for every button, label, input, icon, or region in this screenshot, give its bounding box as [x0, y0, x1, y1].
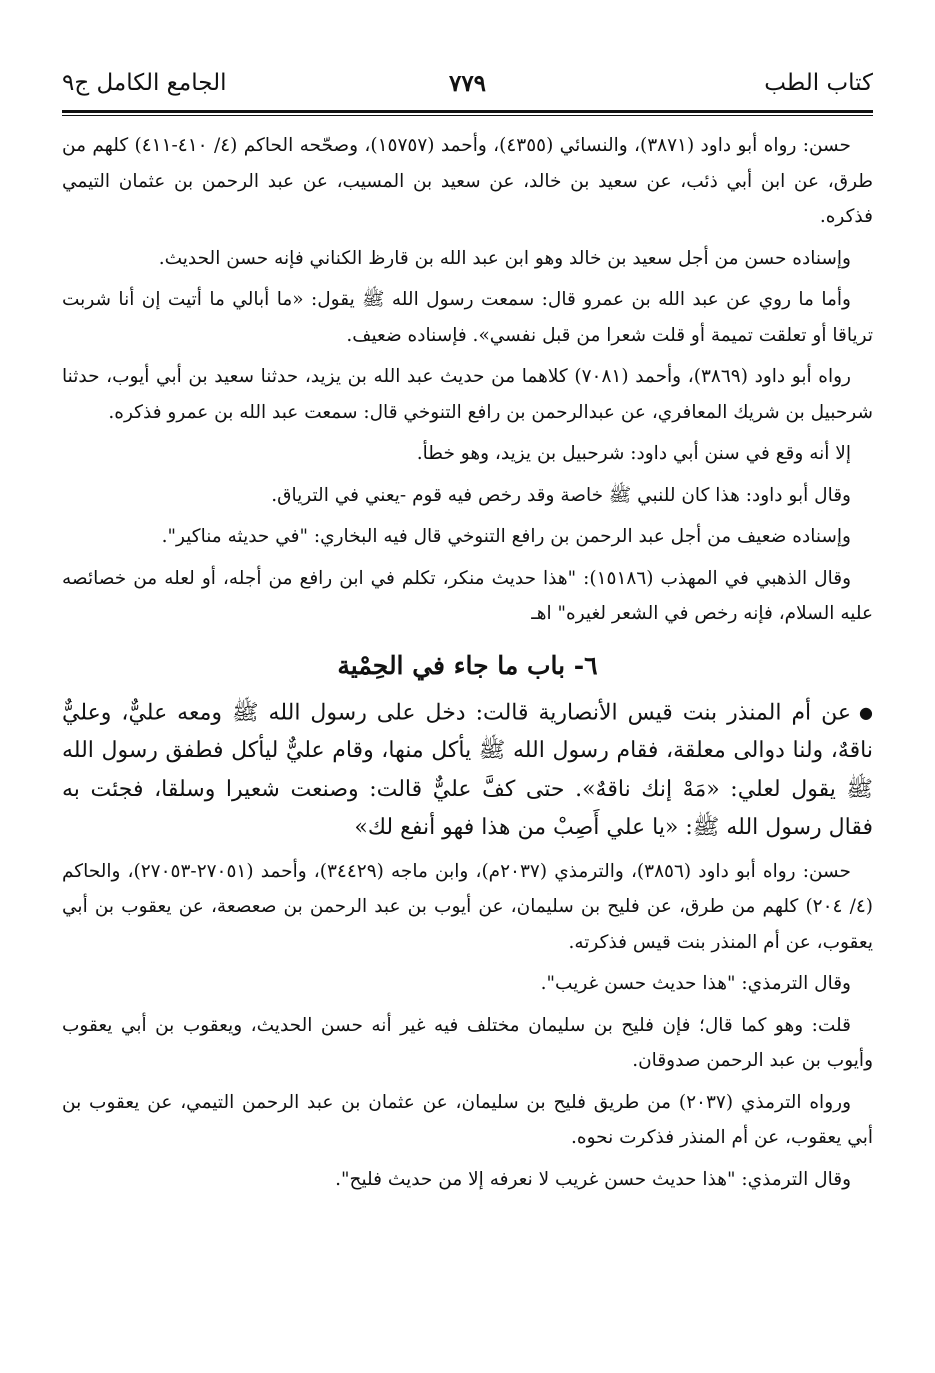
page-number: ٧٧٩: [448, 70, 487, 97]
hadith-body: عن أم المنذر بنت قيس الأنصارية قالت: دخل على رسول الله ﷺ ومعه عليٌّ، وعليٌّ ناقهٌ، ولنا دوالى معلقة، فقام رسول الله ﷺ يأكل منها، وقام عليٌّ ليأكل فطفق رسول الله ﷺ يقول لعلي: «مَهْ إنك ناقهٌ». حتى كفَّ عليٌّ قالت: وصنعت شعيرا وسلقا، فجئت به فقال رسول الله ﷺ: «يا علي أَصِبْ من هذا فهو أنفع لك»: [62, 699, 873, 841]
running-header: [62, 68, 873, 106]
paragraph-abu-dawud: وقال أبو داود: هذا كان للنبي ﷺ خاصة وقد رخص فيه قوم -يعني في الترياق.: [271, 484, 851, 506]
chapter-title: كتاب الطب: [764, 70, 873, 96]
book-title: الجامع الكامل ج٩: [62, 70, 227, 96]
section-heading: ٦- باب ما جاء في الحِمْية: [337, 650, 598, 680]
paragraph-isnad-1: وإسناده حسن من أجل سعيد بن خالد وهو ابن عبد الله بن قارظ الكناني فإنه حسن الحديث.: [158, 247, 851, 269]
hadith-text: [62, 694, 873, 848]
page: [62, 68, 873, 1197]
paragraph-tirmidhi-1: وقال الترمذي: "هذا حديث حسن غريب".: [540, 973, 851, 995]
header-rule-thin: [62, 115, 873, 116]
paragraph-takhrij-2: رواه أبو داود (٣٨٦٩)، وأحمد (٧٠٨١) كلاهما من حديث عبد الله بن يزيد، حدثنا سعيد بن أبي أيوب، حدثنا شرحبيل بن شريك المعافري، عن عبدالرحمن بن رافع التنوخي قال: سمعت عبد الله بن عمرو فذكره.: [62, 366, 873, 423]
paragraph-dhahabi: وقال الذهبي في المهذب (١٥١٨٦): "هذا حديث منكر، تكلم في ابن رافع من أجله، أو لعله من خصائصه عليه السلام، فإنه رخص في الشعر لغيره" اهـ: [62, 567, 873, 624]
paragraph-takhrij-1: حسن: رواه أبو داود (٣٨٧١)، والنسائي (٤٣٥٥)، وأحمد (١٥٧٥٧)، وصحّحه الحاكم (٤/ ٤١٠-٤١١) كلهم من طرق، عن ابن أبي ذئب، عن سعيد بن خالد، عن سعيد بن المسيب، عن عبد الرحمن بن عثمان التيمي فذكره.: [62, 135, 873, 227]
paragraph-takhrij-4: ورواه الترمذي (٢٠٣٧) من طريق فليح بن سليمان، عن عثمان بن عبد الرحمن التيمي، عن يعقوب بن أبي يعقوب، عن أم المنذر فذكرت نحوه.: [62, 1091, 873, 1149]
paragraph-note-1: إلا أنه وقع في سنن أبي داود: شرحبيل بن يزيد، وهو خطأ.: [416, 443, 851, 464]
paragraph-takhrij-3: حسن: رواه أبو داود (٣٨٥٦)، والترمذي (٢٠٣٧م)، وابن ماجه (٣٤٤٢٩)، وأحمد (٢٧٠٥١-٢٧٠٥٣)، والحاكم (٤/ ٢٠٤) كلهم من طرق، عن فليح بن سليمان، عن أيوب بن عبد الرحمن بن صعصعة، عن يعقوب بن أبي يعقوب، عن أم المنذر بنت قيس فذكرته.: [62, 860, 873, 953]
paragraph-author-note: قلت: وهو كما قال؛ فإن فليح بن سليمان مختلف فيه غير أنه حسن الحديث، ويعقوب بن أبي يعقوب وأيوب بن عبد الرحمن صدوقان.: [62, 1014, 873, 1072]
paragraph-tirmidhi-2: وقال الترمذي: "هذا حديث حسن غريب لا نعرفه إلا من حديث فليح".: [335, 1168, 851, 1190]
paragraph-weak-narration: وأما ما روي عن عبد الله بن عمرو قال: سمعت رسول الله ﷺ يقول: «ما أبالي ما أتيت إن أنا شربت ترياقا أو تعلقت تميمة أو قلت شعرا من قبل نفسي». فإسناده ضعيف.: [62, 289, 873, 346]
paragraph-isnad-2: وإسناده ضعيف من أجل عبد الرحمن بن رافع التنوخي قال فيه البخاري: "في حديثه مناكير".: [161, 526, 851, 547]
bullet-icon: ●: [859, 702, 873, 722]
header-rule-thick: [62, 110, 873, 113]
